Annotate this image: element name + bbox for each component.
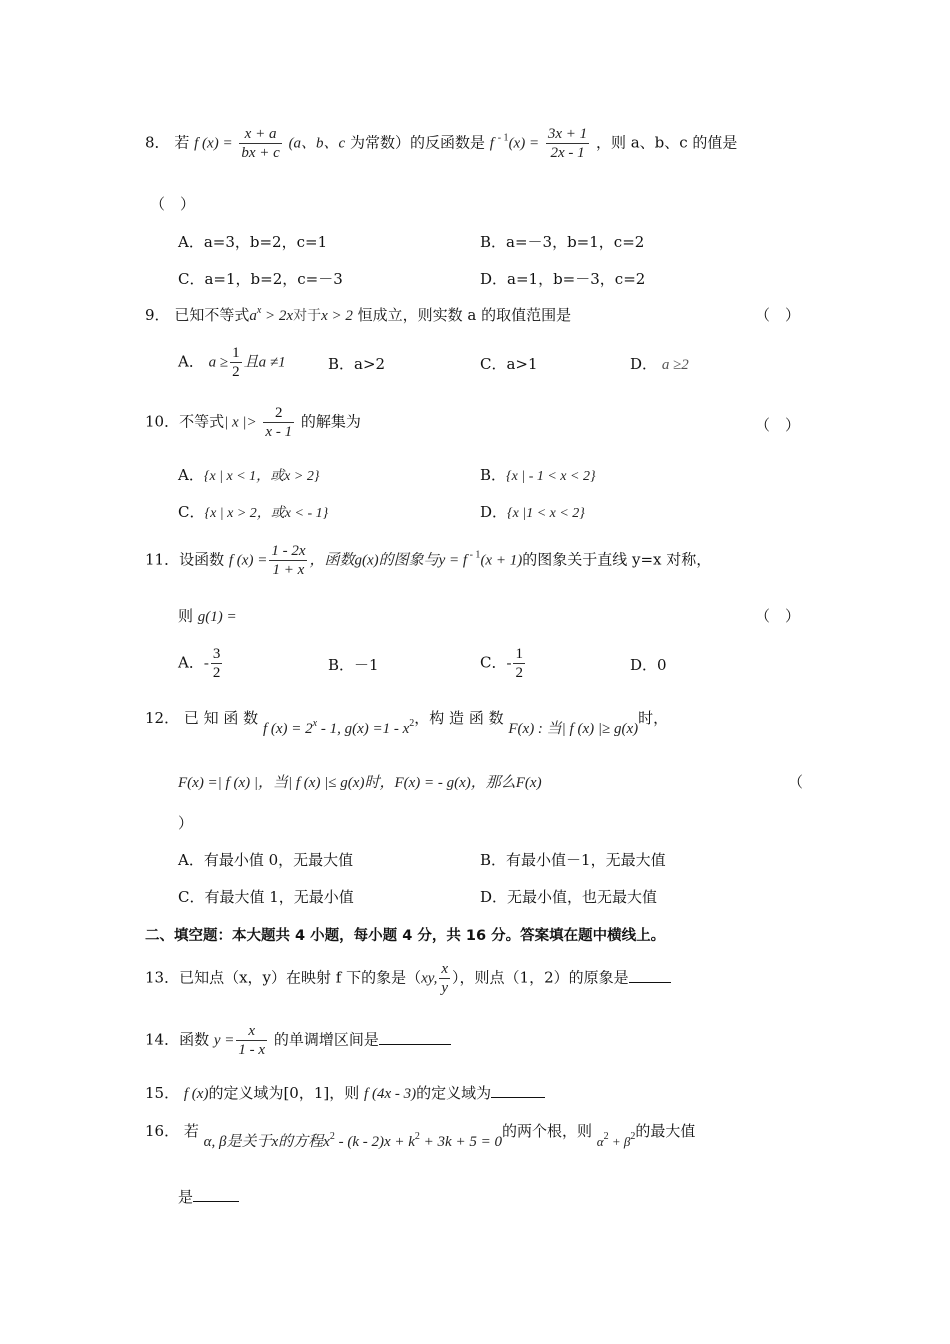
- question-text: 的最大值: [635, 1122, 696, 1140]
- question-text: ，构 造 函 数: [414, 709, 504, 727]
- option-b: B．a>2: [328, 355, 386, 373]
- math-expr: (a、b、c: [288, 135, 346, 152]
- option-b: B．－1: [328, 656, 379, 674]
- math-expr: a: [249, 308, 257, 324]
- answer-paren-close: ）: [178, 814, 194, 832]
- question-text: 设函数: [179, 550, 225, 569]
- option-c: C．{x | x > 2，或x < - 1}: [178, 503, 329, 521]
- math-expr: f (x) =: [228, 552, 268, 569]
- question-15: 15． f (x)的定义域为[0，1]，则 f (4x - 3)的定义域为: [145, 1082, 545, 1103]
- option-a: A．a=3，b=2，c=1: [178, 233, 328, 251]
- question-text: 恒成立，则实数 a 的取值范围是: [357, 306, 572, 324]
- answer-paren: （ ）: [755, 416, 801, 434]
- math-expr: $\alpha^2 + \beta^2$: [596, 1131, 636, 1149]
- fraction: $\frac{1}{2}$: [515, 646, 523, 681]
- question-number: 14．: [145, 1030, 180, 1049]
- option-a: A．有最小值 0，无最大值: [178, 851, 354, 869]
- question-number: 8．: [145, 133, 170, 152]
- question-text: 若: [183, 1122, 199, 1140]
- question-number: 16．: [145, 1122, 180, 1140]
- option-d: D．无最小值，也无最大值: [480, 888, 658, 906]
- option-b: B．{x | - 1 < x < 2}: [480, 466, 596, 484]
- option-d: D． a ≥2: [630, 355, 689, 373]
- fraction: $\frac{3x + 1}{2x - 1}$: [547, 126, 588, 161]
- question-text: ），则点（1，2）的原象是: [452, 968, 629, 987]
- option-c: C．a>1: [480, 355, 538, 373]
- question-11: 11．设函数 f (x) = $\frac{1 - 2x}{1 + x}$ ，函数g(x)的图象与y = f $^{- 1}$(x + 1)的图象关于直线 y=x 对称，: [145, 543, 712, 578]
- question-text: 不等式: [179, 412, 225, 431]
- math-expr: | x |>: [224, 414, 257, 431]
- option-b: B．a=－3，b=1，c=2: [480, 233, 645, 251]
- answer-blank[interactable]: [379, 1030, 451, 1045]
- math-expr: α, β是关于x的方程$x^2 - (k - 2)x + k^2 + 3k + 5 = 0$: [203, 1131, 502, 1150]
- question-9: 9． 已知不等式$a^x > 2x$对于x > 2 恒成立，则实数 a 的取值范围是: [145, 305, 572, 324]
- question-8: 8． 若 f (x) = $\frac{x + a}{bx + c}$ (a、b、c 为常数）的反函数是 f $^{- 1}$(x) = $\frac{3x + 1}{2x - 1}$ ，则 a、b、c 的值是: [145, 126, 738, 161]
- answer-blank[interactable]: [629, 968, 671, 983]
- question-text: 的定义域为: [416, 1084, 492, 1102]
- fraction: $\frac{x + a}{bx + c}$: [241, 126, 280, 161]
- answer-paren: （ ）: [150, 195, 196, 213]
- option-a: A．- $\frac{3}{2}$: [178, 646, 221, 681]
- question-number: 10．: [145, 412, 180, 431]
- question-text: 的单调增区间是: [273, 1030, 379, 1049]
- question-12-line2: F(x) =| f (x) |，当| f (x) |≤ g(x)时，F(x) = - g(x)，那么F(x): [178, 775, 542, 791]
- option-d: D．{x |1 < x < 2}: [480, 503, 585, 521]
- question-text: 已知不等式: [174, 306, 250, 324]
- question-text: 的两个根，则: [501, 1122, 592, 1140]
- question-12: 12． 已 知 函 数 f $(x) = 2^x - 1$, $g(x) =1 - x^2$，构 造 函 数 F(x) : 当| f (x) |≥ g(x)时，: [145, 709, 669, 737]
- question-16: [145, 1120, 696, 1150]
- question-number: 15．: [145, 1084, 180, 1102]
- question-text: 已知点（x，y）在映射 f 下的象是（: [179, 968, 422, 987]
- question-text: 为常数）的反函数是: [350, 133, 486, 152]
- answer-paren: （ ）: [755, 607, 801, 625]
- answer-paren-open: （: [788, 773, 804, 791]
- question-14: 14．函数 y = $\frac{x}{1 - x}$ 的单调增区间是: [145, 1022, 451, 1059]
- question-number: 9．: [145, 306, 170, 324]
- section-heading: 二、填空题：本大题共 4 小题，每小题 4 分，共 16 分。答案填在题中横线上。: [145, 928, 666, 944]
- answer-paren: （ ）: [755, 306, 801, 324]
- fraction: $\frac{x}{y}$: [441, 961, 449, 996]
- fraction: $\frac{x}{1 - x}$: [238, 1023, 266, 1058]
- math-expr: f (x) = 2: [262, 721, 313, 737]
- question-16-line2: 是: [178, 1186, 239, 1207]
- question-11-line2: 则 g(1) =: [178, 607, 237, 625]
- fraction: $\frac{1}{2}$: [232, 345, 240, 380]
- option-d: D．a=1，b=－3，c=2: [480, 270, 646, 288]
- answer-blank[interactable]: [193, 1187, 239, 1202]
- question-number: 11．: [145, 550, 180, 569]
- question-number: 13．: [145, 968, 180, 987]
- option-c: C．a=1，b=2，c=－3: [178, 270, 343, 288]
- question-text: 的定义域为[0，1]，则: [208, 1084, 360, 1102]
- question-text: 已 知 函 数: [183, 709, 259, 727]
- answer-blank[interactable]: [491, 1083, 545, 1098]
- fraction: $\frac{3}{2}$: [212, 646, 221, 681]
- question-text: 的图象关于直线 y=x 对称，: [522, 550, 712, 569]
- question-10: [145, 404, 361, 441]
- option-d: D．0: [630, 656, 667, 674]
- math-expr: f (x) =: [194, 135, 233, 152]
- math-expr: f: [489, 135, 498, 152]
- fraction: $\frac{2}{x - 1}$: [265, 405, 293, 440]
- fraction: $\frac{1 - 2x}{1 + x}$: [271, 543, 306, 578]
- option-a: A．{x | x < 1，或x > 2}: [178, 466, 320, 484]
- option-a: A． a ≥ $\frac{1}{2}$ 且a ≠1: [178, 345, 286, 380]
- option-c: C．有最大值 1，无最小值: [178, 888, 354, 906]
- question-text: 若: [174, 133, 190, 152]
- question-text: 的解集为: [300, 412, 361, 431]
- option-c: C．- $\frac{1}{2}$: [480, 646, 523, 681]
- question-13: 13．已知点（x，y）在映射 f 下的象是（xy, $\frac{x}{y}$ ），则点（1，2）的原象是: [145, 960, 671, 997]
- option-b: B．有最小值－1，无最大值: [480, 851, 666, 869]
- question-text: 函数: [179, 1030, 210, 1049]
- question-number: 12．: [145, 709, 180, 727]
- question-text: ，则 a、b、c 的值是: [595, 133, 738, 152]
